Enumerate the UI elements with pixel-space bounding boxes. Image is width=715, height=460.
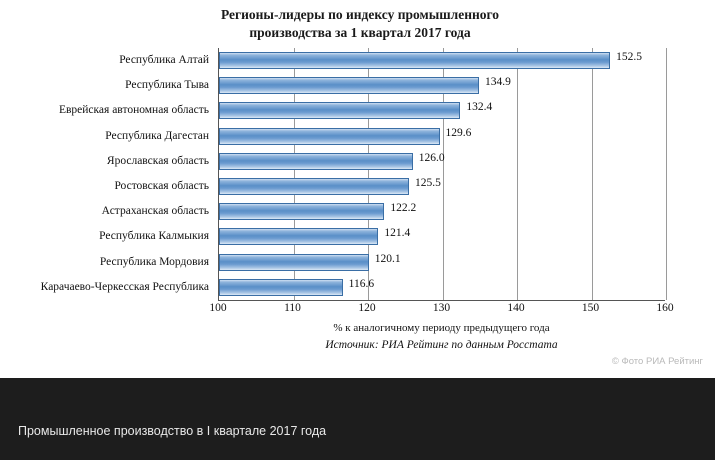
bar xyxy=(219,228,378,245)
value-tick-label: 100 xyxy=(209,302,227,314)
bar-row xyxy=(219,174,665,199)
bar-value-label: 120.1 xyxy=(374,252,401,265)
plot-box xyxy=(218,48,665,300)
bar xyxy=(219,128,440,145)
bar-row xyxy=(219,275,665,300)
chart-title xyxy=(90,6,630,42)
photo-credit-band xyxy=(0,352,715,378)
plot-area xyxy=(0,48,715,351)
value-tick-label: 120 xyxy=(358,302,376,314)
bar xyxy=(219,254,369,271)
category-label: Карачаево-Черкесская Республика xyxy=(40,280,209,293)
bar-row xyxy=(219,73,665,98)
value-axis-ticks xyxy=(209,302,674,320)
bar-row xyxy=(219,149,665,174)
category-label: Республика Калмыкия xyxy=(99,230,209,243)
bar-value-label: 126.0 xyxy=(418,151,445,164)
bar xyxy=(219,178,409,195)
value-axis-label: % к аналогичному периоду предыдущего года xyxy=(333,322,550,334)
category-label: Республика Дагестан xyxy=(105,129,209,142)
footer-bar xyxy=(0,378,715,460)
bar-value-label: 134.9 xyxy=(485,76,511,89)
bar-value-label: 116.6 xyxy=(348,277,375,290)
value-tick-label: 140 xyxy=(507,302,525,314)
chart-source-note: Источник: РИА Рейтинг по данным Росстата xyxy=(325,339,558,351)
category-axis-labels xyxy=(0,48,215,300)
bar-row xyxy=(219,48,665,73)
value-tick-label: 160 xyxy=(656,302,674,314)
category-label: Республика Алтай xyxy=(119,54,209,66)
chart-title-line-1: Регионы-лидеры по индексу промышленного xyxy=(220,7,500,22)
bar-row xyxy=(219,124,665,149)
category-label: Республика Мордовия xyxy=(99,255,209,268)
bar-value-label: 122.2 xyxy=(390,202,417,215)
bar-row xyxy=(219,224,665,249)
category-label: Еврейская автономная область xyxy=(58,104,209,117)
bar-row xyxy=(219,199,665,224)
bar xyxy=(219,279,343,296)
bar-row xyxy=(219,98,665,123)
category-label: Ростовская область xyxy=(114,180,209,192)
photo-credit-text: © Фото РИА Рейтинг xyxy=(611,356,703,367)
bar-value-label: 132.4 xyxy=(466,101,493,114)
category-label: Астраханская область xyxy=(101,205,209,218)
chart-title-line-2: производства за 1 квартал 2017 года xyxy=(249,25,471,40)
bar-value-label: 129.6 xyxy=(445,126,472,139)
bar-row xyxy=(219,250,665,275)
value-tick-label: 110 xyxy=(284,302,301,314)
bar-value-label: 125.5 xyxy=(414,177,441,189)
bar xyxy=(219,153,413,170)
footer-caption: Промышленное производство в I квартале 2017 года xyxy=(18,424,327,438)
bar xyxy=(219,77,479,94)
value-tick-label: 150 xyxy=(581,302,600,314)
bar xyxy=(219,203,384,220)
category-label: Ярославская область xyxy=(106,154,209,167)
category-label: Республика Тыва xyxy=(125,79,209,92)
bar xyxy=(219,102,460,119)
gridline xyxy=(666,48,667,300)
bar-value-label: 121.4 xyxy=(384,227,411,240)
bar-value-label: 152.5 xyxy=(616,51,642,63)
value-axis-line xyxy=(218,300,665,301)
value-tick-label: 130 xyxy=(432,302,451,314)
bar xyxy=(219,52,610,69)
